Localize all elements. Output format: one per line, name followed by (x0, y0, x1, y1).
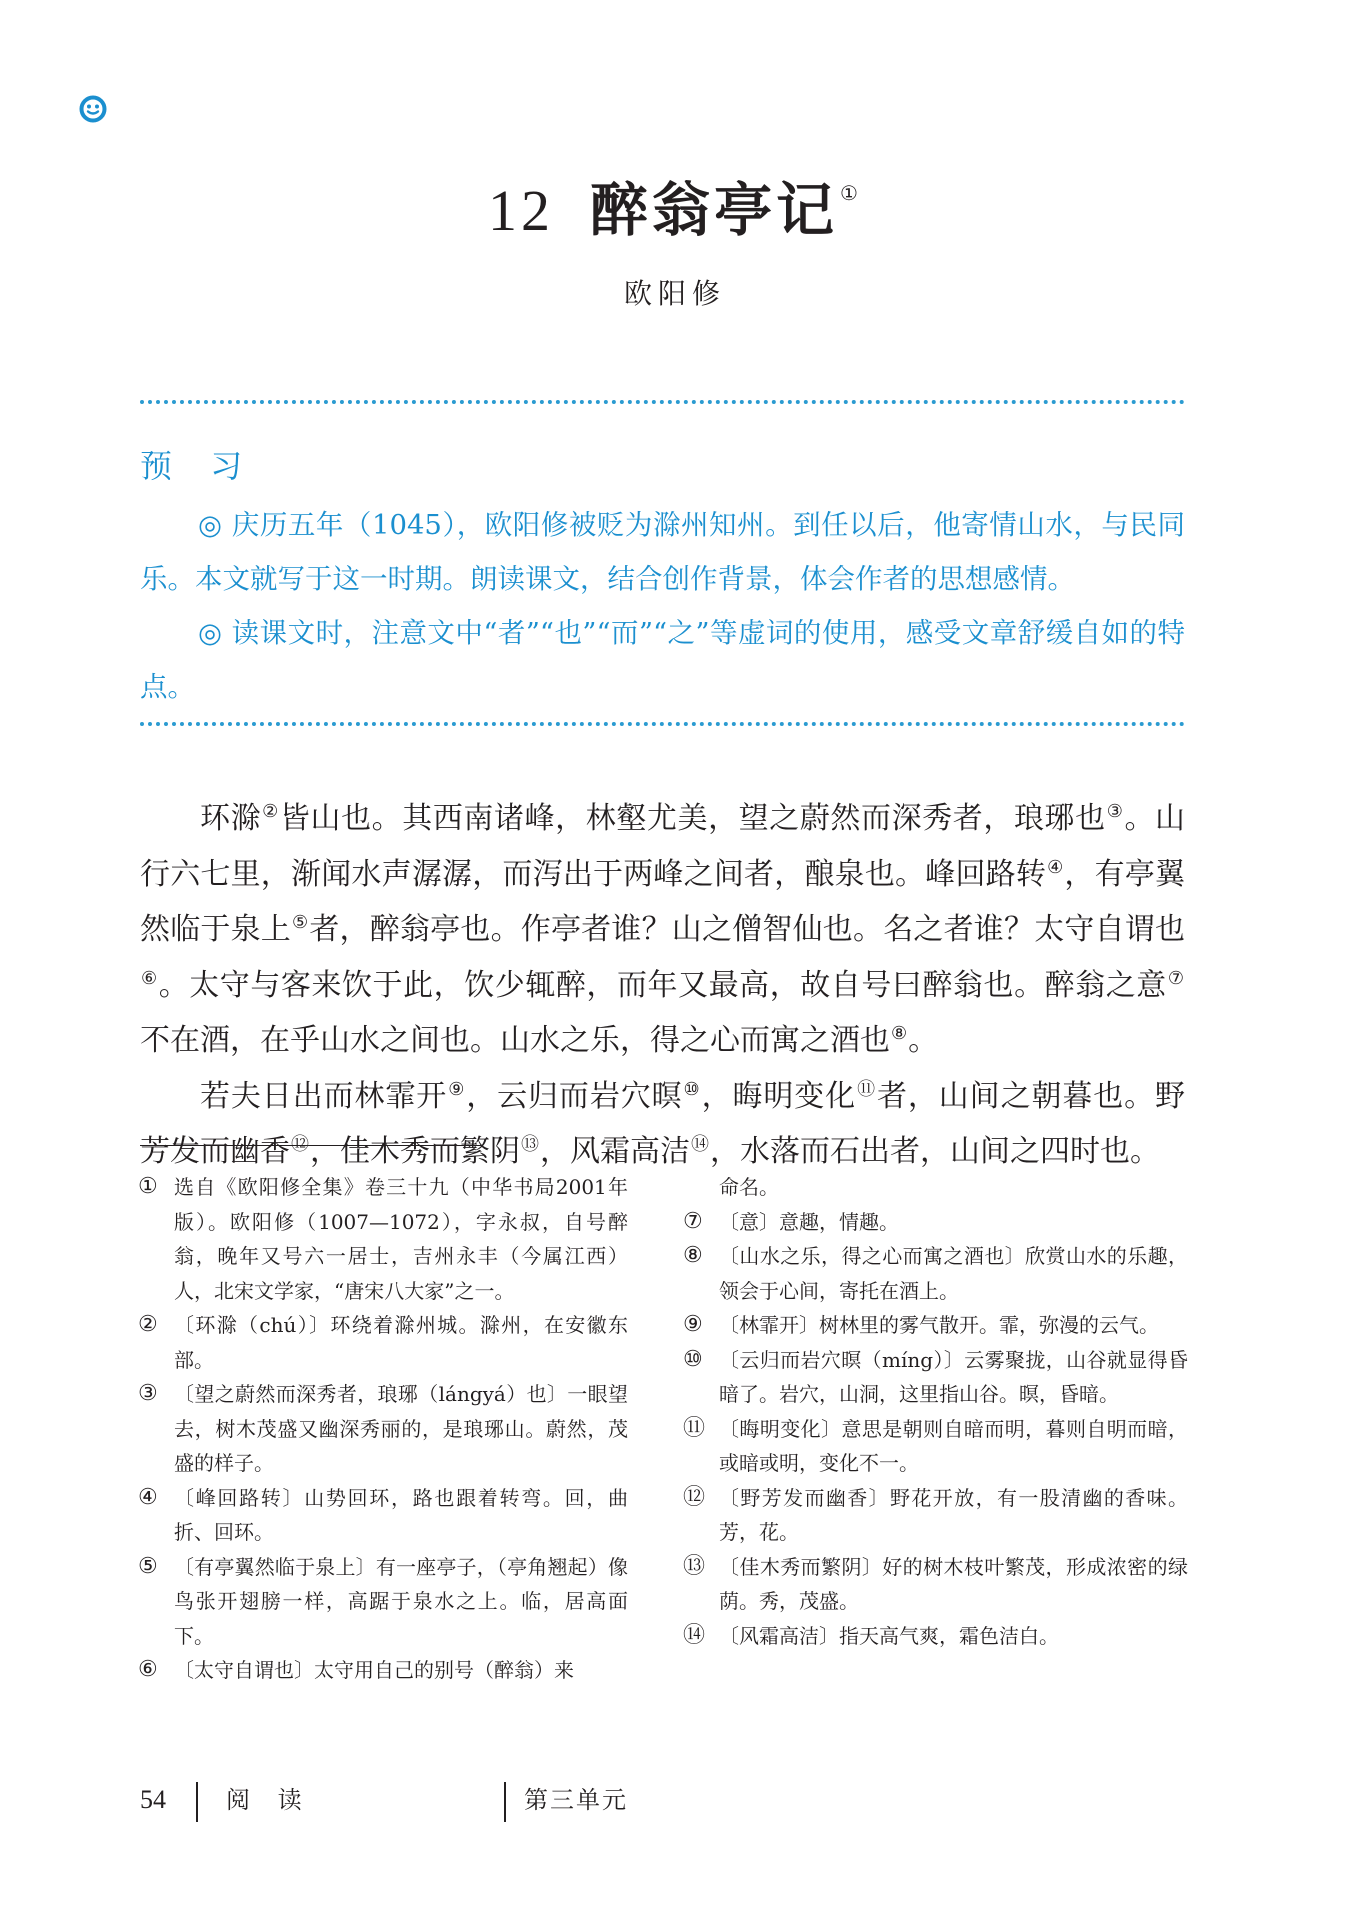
footnote-text: 〔峰回路转〕山势回环，路也跟着转弯。回，曲折、回环。 (174, 1485, 628, 1544)
footnote-mark: ⑭ (691, 1134, 709, 1155)
footnote (683, 1343, 1188, 1412)
title-footnote-mark: ① (840, 181, 862, 205)
footnote-rule (140, 1145, 482, 1146)
footnote (683, 1239, 1188, 1308)
text-run: ，佳木秀而繁阴 (310, 1134, 520, 1169)
text-run: 。山行六七里，渐闻水声潺潺，而泻出于两峰之间者，酿泉也。峰回路转 (140, 801, 1186, 892)
footnote-text: 〔佳木秀而繁阴〕好的树木枝叶繁茂，形成浓密的绿荫。秀，茂盛。 (719, 1554, 1188, 1613)
text-run: 。太守与客来饮于此，饮少辄醉，而年又最高，故自号曰醉翁也。醉翁之意 (158, 967, 1167, 1003)
preview-section (140, 444, 1185, 714)
footnote-text: 选自《欧阳修全集》卷三十九（中华书局2001年版）。欧阳修（1007—1072），字永叔，自号醉翁，晚年又号六一居士，吉州永丰（今属江西）人，北宋文学家，“唐宋八大家”之一。 (174, 1175, 628, 1303)
footnote-mark: ② (262, 801, 279, 822)
smiley-icon (78, 94, 108, 124)
text-run: ，有亭翼然临于泉上 (140, 856, 1186, 947)
text-run: ，水落而石出者，山间之四时也。 (710, 1134, 1160, 1169)
text-run: 若夫日出而林霏开 (200, 1078, 448, 1114)
footnote (138, 1481, 628, 1550)
footnote-number: ⑨ (683, 1312, 703, 1337)
footer-section-label: 阅 读 (226, 1786, 312, 1814)
lesson-number: 12 (488, 178, 555, 243)
text-run: ，晦明变化 (701, 1078, 857, 1114)
footnote-number: ⑫ (683, 1484, 706, 1510)
footnote-text: 〔风霜高洁〕指天高气爽，霜色洁白。 (719, 1623, 1059, 1648)
footnote-text: 〔意〕意趣，情趣。 (719, 1209, 899, 1234)
footnote (138, 1550, 628, 1654)
footnote-text: 〔山水之乐，得之心而寓之酒也〕欣赏山水的乐趣，领会于心间，寄托在酒上。 (719, 1244, 1188, 1303)
footnote (683, 1550, 1188, 1619)
footnote-number: ② (138, 1312, 158, 1337)
footnote-mark: ⑨ (448, 1078, 466, 1100)
footnote-text: 〔晦明变化〕意思是朝则自暗而明，暮则自明而暗，或暗或明，变化不一。 (719, 1416, 1188, 1475)
dotted-divider-bottom (140, 722, 1185, 726)
footnote (138, 1170, 628, 1308)
footnote-mark: ⑫ (291, 1134, 309, 1155)
text-run: 者，醉翁亭也。作亭者谁？山之僧智仙也。名之者谁？太守自谓也 (309, 912, 1186, 947)
lesson-title (0, 158, 1350, 246)
body-paragraph-1 (140, 788, 1185, 1066)
footnote-number: ⑬ (683, 1553, 706, 1579)
notes-left-column (138, 1170, 628, 1688)
preview-heading: 预 习 (140, 447, 257, 485)
lesson-title-text: 醉翁亭记 (590, 176, 839, 244)
body-paragraph-2 (140, 1066, 1185, 1177)
text-run: 皆山也。其西南诸峰，林壑尤美，望之蔚然而深秀者，琅琊也 (279, 801, 1106, 836)
text-run: 者，山间之朝暮也。野芳发而幽香 (140, 1078, 1186, 1169)
footnote-text: 〔林霏开〕树林里的雾气散开。霏，弥漫的云气。 (719, 1313, 1159, 1337)
footnote-text: 〔有亭翼然临于泉上〕有一座亭子，（亭角翘起）像鸟张开翅膀一样，高踞于泉水之上。临，居高面下。 (174, 1554, 628, 1648)
footnote (683, 1205, 1188, 1240)
footnote-text: 〔太守自谓也〕太守用自己的别号（醉翁）来 (174, 1658, 574, 1682)
footer-separator (504, 1782, 506, 1822)
footnote-number: ⑦ (683, 1208, 703, 1234)
footnote-number: ⑧ (683, 1243, 703, 1268)
footnote-text: 命名。 (719, 1175, 779, 1199)
text-run: 不在酒，在乎山水之间也。山水之乐，得之心而寓之酒也 (140, 1023, 890, 1058)
footnote-mark: ⑥ (141, 967, 158, 989)
text-run: 。 (908, 1023, 939, 1058)
footnote-number: ⑪ (683, 1415, 706, 1441)
footnote-number: ① (138, 1174, 158, 1199)
footnote (138, 1653, 628, 1688)
footnote-number: ③ (138, 1381, 158, 1406)
text-run: ，云归而岩穴暝 (466, 1078, 683, 1114)
footnote-mark: ⑦ (1167, 967, 1184, 989)
footnote-text: 〔望之蔚然而深秀者，琅琊（lángyá）也〕一眼望去，树木茂盛又幽深秀丽的，是琅琊山。蔚然，茂盛的样子。 (174, 1382, 628, 1475)
footnote-mark: ⑬ (521, 1134, 539, 1155)
footnote (683, 1481, 1188, 1550)
footnote (683, 1412, 1188, 1481)
footnote-mark: ⑪ (857, 1078, 876, 1100)
footnote-number: ⑤ (138, 1553, 158, 1579)
footnote (138, 1377, 628, 1481)
footnote-text: 〔野芳发而幽香〕野花开放，有一股清幽的香味。芳，花。 (719, 1485, 1188, 1544)
footnote (138, 1308, 628, 1377)
author: 欧阳修 (623, 277, 726, 310)
preview-paragraph: ◎ 读课文时，注意文中“者”“也”“而”“之”等虚词的使用，感受文章舒缓自如的特点。 (140, 617, 1185, 703)
footnote-text: 〔环滁（chú）〕环绕着滁州城。滁州，在安徽东部。 (174, 1313, 628, 1372)
footer-unit-label: 第三单元 (524, 1786, 628, 1814)
preview-paragraph: ◎ 庆历五年（1045），欧阳修被贬为滁州知州。到任以后，他寄情山水，与民同乐。本文就写于这一时期。朗读课文，结合创作背景，体会作者的思想感情。 (140, 509, 1185, 595)
footnote-mark: ⑤ (292, 912, 309, 933)
footnote-mark: ④ (1047, 856, 1064, 878)
footnote-number: ⑥ (138, 1657, 158, 1682)
footnote-number: ⑩ (683, 1346, 703, 1372)
page-number: 54 (140, 1785, 166, 1814)
footnote-mark: ③ (1106, 801, 1124, 822)
footnote-mark: ⑩ (683, 1078, 701, 1100)
notes-right-column (683, 1170, 1188, 1653)
footnote-mark: ⑧ (891, 1023, 908, 1044)
footnote (683, 1619, 1188, 1654)
text-run: 环滁 (200, 801, 262, 836)
dotted-divider-top (140, 400, 1185, 404)
footnote-continuation (683, 1170, 1188, 1205)
footer-separator (196, 1782, 198, 1822)
footnote-number: ④ (138, 1484, 158, 1510)
footnote-number: ⑭ (683, 1622, 706, 1648)
main-text (140, 788, 1185, 1177)
footnote-text: 〔云归而岩穴暝（míng）〕云雾聚拢，山谷就显得昏暗了。岩穴，山洞，这里指山谷。暝，昏暗。 (719, 1347, 1188, 1406)
footnote (683, 1308, 1188, 1343)
text-run: ，风霜高洁 (540, 1134, 690, 1169)
